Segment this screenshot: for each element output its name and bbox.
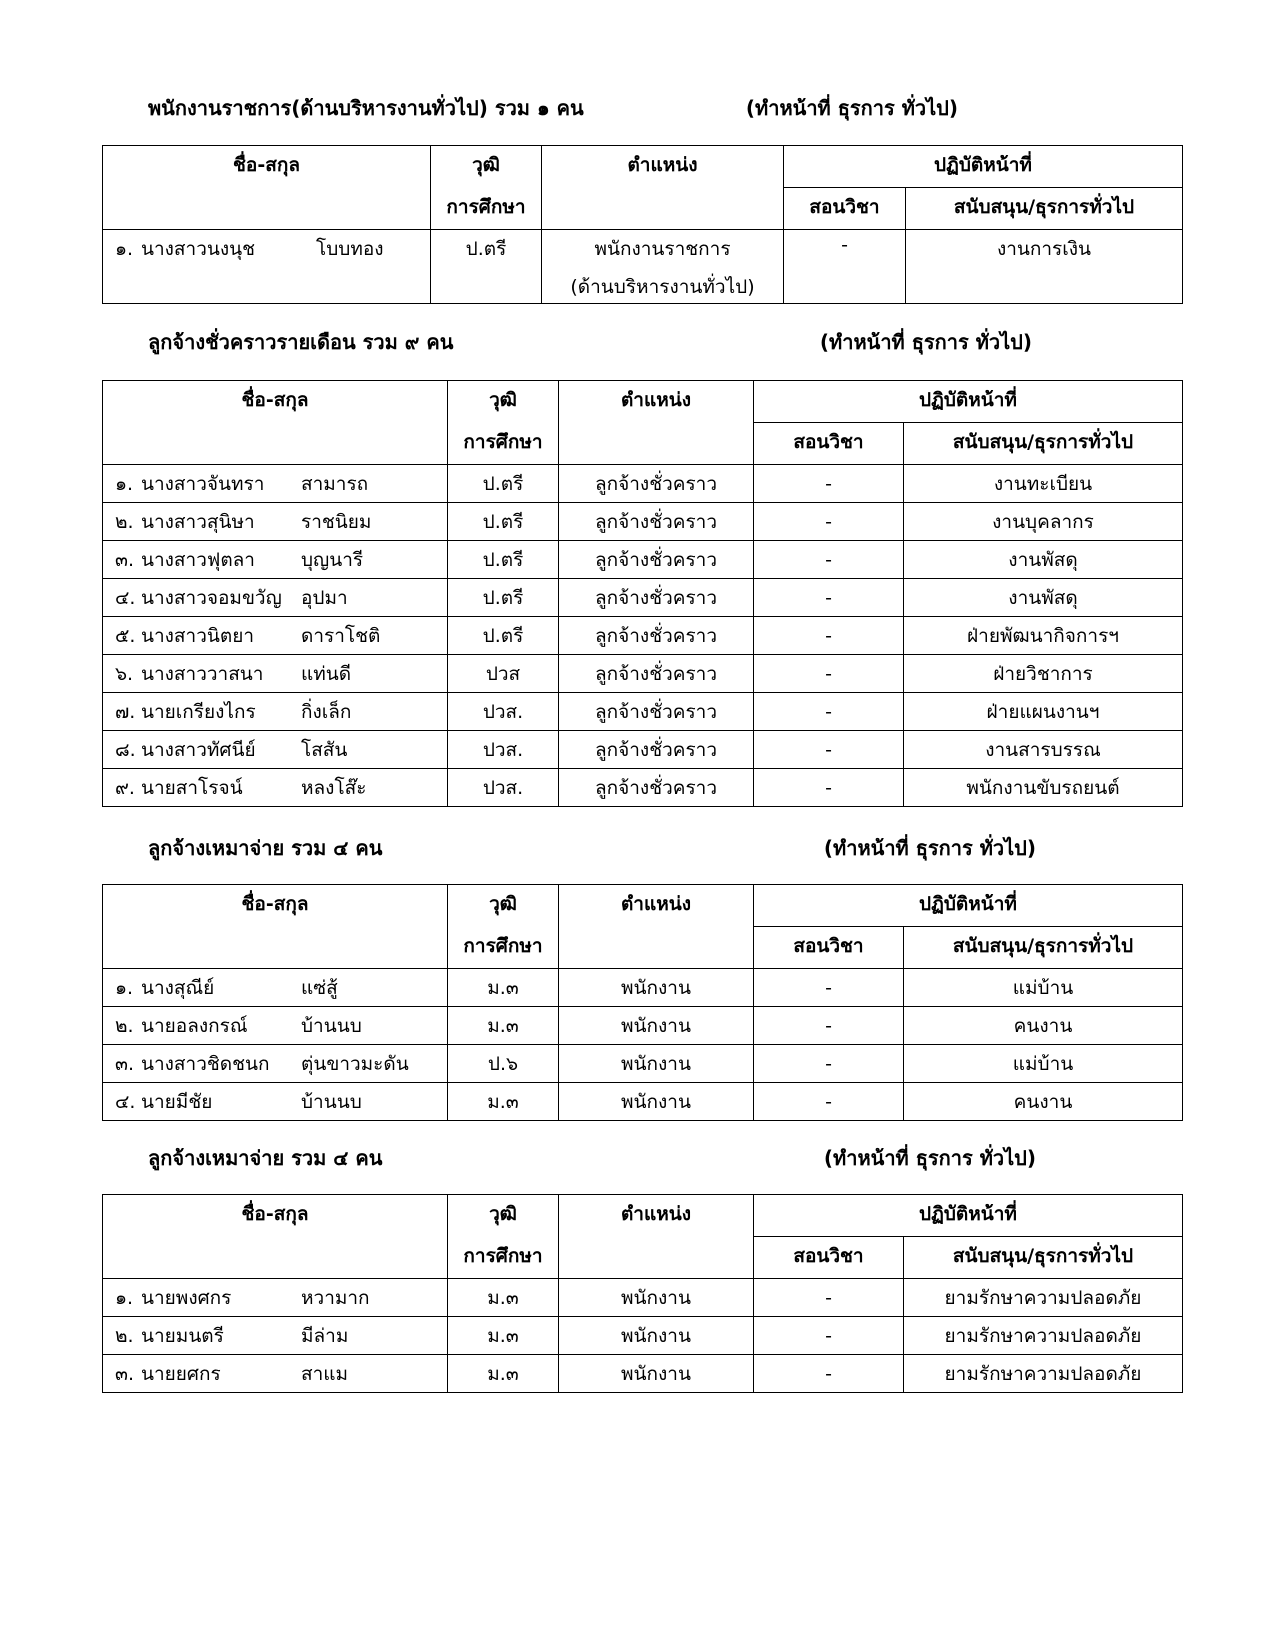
table-row bbox=[103, 655, 1183, 693]
staff-teaching: - bbox=[754, 1279, 904, 1317]
table-row bbox=[103, 465, 1183, 503]
staff-teaching: - bbox=[754, 693, 904, 731]
staff-name: ๗. นายเกรียงไกร กิ่งเล็ก bbox=[103, 693, 448, 731]
staff-teaching: - bbox=[754, 1317, 904, 1355]
section-title: ลูกจ้างชั่วคราวรายเดือน รวม ๙ คน bbox=[148, 330, 454, 354]
staff-education: ป.ตรี bbox=[448, 579, 559, 617]
header-support: สนับสนุน/ธุรการทั่วไป bbox=[904, 1237, 1183, 1279]
table-row bbox=[103, 1355, 1183, 1393]
staff-name: ๑. นางสาวจันทรา สามารถ bbox=[103, 465, 448, 503]
staff-support: แม่บ้าน bbox=[904, 1045, 1183, 1083]
staff-position: ลูกจ้างชั่วคราว bbox=[559, 769, 754, 807]
header-position-blank bbox=[559, 927, 754, 969]
header-teaching: สอนวิชา bbox=[754, 1237, 904, 1279]
header-teaching: สอนวิชา bbox=[784, 188, 906, 230]
staff-name: ๒. นางสาวสุนิษา ราชนิยม bbox=[103, 503, 448, 541]
header-duty: ปฏิบัติหน้าที่ bbox=[754, 381, 1183, 423]
staff-table bbox=[102, 145, 1183, 304]
table-row bbox=[103, 731, 1183, 769]
staff-name: ๑. นางสุณีย์ แซ่สู้ bbox=[103, 969, 448, 1007]
header-education: วุฒิ bbox=[448, 381, 559, 423]
staff-name: ๓. นายยศกร สาแม bbox=[103, 1355, 448, 1393]
section-title: พนักงานราชการ(ด้านบริหารงานทั่วไป) รวม ๑ คน bbox=[148, 96, 584, 120]
staff-name: ๔. นายมีชัย บ้านนบ bbox=[103, 1083, 448, 1121]
header-name-blank bbox=[103, 188, 431, 230]
header-support: สนับสนุน/ธุรการทั่วไป bbox=[906, 188, 1183, 230]
table-row bbox=[103, 1279, 1183, 1317]
table-row bbox=[103, 1045, 1183, 1083]
staff-education: ม.๓ bbox=[448, 1007, 559, 1045]
section-duty: (ทำหน้าที่ ธุรการ ทั่วไป) bbox=[823, 836, 1036, 860]
staff-table bbox=[102, 380, 1183, 807]
staff-teaching: - bbox=[754, 1355, 904, 1393]
staff-education: ม.๓ bbox=[448, 1317, 559, 1355]
staff-name: ๖. นางสาววาสนา แท่นดี bbox=[103, 655, 448, 693]
staff-support: ฝ่ายแผนงานฯ bbox=[904, 693, 1183, 731]
header-education: วุฒิ bbox=[431, 146, 542, 188]
header-name: ชื่อ-สกุล bbox=[103, 885, 448, 927]
table-row bbox=[103, 579, 1183, 617]
staff-education: ปวส. bbox=[448, 731, 559, 769]
section-duty: (ทำหน้าที่ ธุรการ ทั่วไป) bbox=[823, 1146, 1036, 1170]
staff-support: คนงาน bbox=[904, 1007, 1183, 1045]
staff-education: ป.ตรี bbox=[431, 230, 542, 304]
staff-support: งานทะเบียน bbox=[904, 465, 1183, 503]
table-row bbox=[103, 1007, 1183, 1045]
header-name: ชื่อ-สกุล bbox=[103, 146, 431, 188]
header-teaching: สอนวิชา bbox=[754, 423, 904, 465]
staff-teaching: - bbox=[754, 1045, 904, 1083]
staff-education: ม.๓ bbox=[448, 1355, 559, 1393]
staff-name: ๑. นายพงศกร หวามาก bbox=[103, 1279, 448, 1317]
staff-name: ๓. นางสาวฟุตลา บุญนารี bbox=[103, 541, 448, 579]
section-heading bbox=[148, 324, 1108, 360]
staff-name: ๙. นายสาโรจน์ หลงโส๊ะ bbox=[103, 769, 448, 807]
table-row bbox=[103, 1083, 1183, 1121]
staff-education: ปวส. bbox=[448, 769, 559, 807]
section-heading bbox=[148, 1140, 1108, 1176]
header-name-blank bbox=[103, 423, 448, 465]
staff-position: ลูกจ้างชั่วคราว bbox=[559, 579, 754, 617]
staff-support: ฝ่ายพัฒนากิจการฯ bbox=[904, 617, 1183, 655]
staff-support: แม่บ้าน bbox=[904, 969, 1183, 1007]
staff-education: ป.ตรี bbox=[448, 503, 559, 541]
table-row bbox=[103, 769, 1183, 807]
section-title: ลูกจ้างเหมาจ่าย รวม ๔ คน bbox=[148, 1146, 383, 1170]
staff-position: พนักงาน bbox=[559, 1007, 754, 1045]
header-name: ชื่อ-สกุล bbox=[103, 381, 448, 423]
staff-support: พนักงานขับรถยนต์ bbox=[904, 769, 1183, 807]
staff-teaching: - bbox=[754, 655, 904, 693]
section-heading bbox=[148, 90, 1108, 126]
header-position: ตำแหน่ง bbox=[542, 146, 784, 188]
section-duty: (ทำหน้าที่ ธุรการ ทั่วไป) bbox=[819, 330, 1032, 354]
staff-name: ๘. นางสาวทัศนีย์ โสสัน bbox=[103, 731, 448, 769]
staff-education: ม.๓ bbox=[448, 969, 559, 1007]
staff-education: ป.ตรี bbox=[448, 617, 559, 655]
header-duty: ปฏิบัติหน้าที่ bbox=[754, 885, 1183, 927]
section-duty: (ทำหน้าที่ ธุรการ ทั่วไป) bbox=[745, 96, 958, 120]
staff-education: ป.ตรี bbox=[448, 541, 559, 579]
staff-position: ลูกจ้างชั่วคราว bbox=[559, 541, 754, 579]
staff-support: ยามรักษาความปลอดภัย bbox=[904, 1317, 1183, 1355]
staff-name: ๓. นางสาวชิดชนก ตุ่นขาวมะดัน bbox=[103, 1045, 448, 1083]
header-education-line2: การศึกษา bbox=[448, 1237, 559, 1279]
staff-teaching: - bbox=[784, 230, 906, 304]
staff-support: ยามรักษาความปลอดภัย bbox=[904, 1279, 1183, 1317]
header-education-line2: การศึกษา bbox=[448, 423, 559, 465]
header-education-line2: การศึกษา bbox=[431, 188, 542, 230]
staff-position: ลูกจ้างชั่วคราว bbox=[559, 465, 754, 503]
staff-teaching: - bbox=[754, 769, 904, 807]
header-position-blank bbox=[559, 1237, 754, 1279]
staff-position: ลูกจ้างชั่วคราว bbox=[559, 617, 754, 655]
header-duty: ปฏิบัติหน้าที่ bbox=[784, 146, 1183, 188]
staff-name: ๔. นางสาวจอมขวัญ อุปมา bbox=[103, 579, 448, 617]
staff-position: พนักงาน bbox=[559, 1279, 754, 1317]
table-row bbox=[103, 1317, 1183, 1355]
header-position: ตำแหน่ง bbox=[559, 885, 754, 927]
staff-table bbox=[102, 1194, 1183, 1393]
staff-support: งานการเงิน bbox=[906, 230, 1183, 304]
staff-position-line1: พนักงานราชการ bbox=[594, 238, 731, 260]
staff-name: ๒. นายมนตรี มีล่าม bbox=[103, 1317, 448, 1355]
table-row bbox=[103, 503, 1183, 541]
table-row bbox=[103, 617, 1183, 655]
staff-teaching: - bbox=[754, 731, 904, 769]
staff-position: ลูกจ้างชั่วคราว bbox=[559, 655, 754, 693]
table-row bbox=[103, 230, 1183, 304]
staff-education: ม.๓ bbox=[448, 1083, 559, 1121]
staff-position: ลูกจ้างชั่วคราว bbox=[559, 693, 754, 731]
staff-teaching: - bbox=[754, 969, 904, 1007]
staff-name: ๒. นายอลงกรณ์ บ้านนบ bbox=[103, 1007, 448, 1045]
table-row bbox=[103, 969, 1183, 1007]
staff-education: ปวส bbox=[448, 655, 559, 693]
staff-position: พนักงาน bbox=[559, 1083, 754, 1121]
header-position-blank bbox=[559, 423, 754, 465]
header-position: ตำแหน่ง bbox=[559, 381, 754, 423]
staff-teaching: - bbox=[754, 503, 904, 541]
staff-position: พนักงาน bbox=[559, 1317, 754, 1355]
header-position: ตำแหน่ง bbox=[559, 1195, 754, 1237]
staff-name: ๑. นางสาวนงนุช โบบทอง bbox=[103, 230, 431, 304]
staff-teaching: - bbox=[754, 1083, 904, 1121]
header-teaching: สอนวิชา bbox=[754, 927, 904, 969]
section-title: ลูกจ้างเหมาจ่าย รวม ๔ คน bbox=[148, 836, 383, 860]
staff-support: งานพัสดุ bbox=[904, 541, 1183, 579]
header-education: วุฒิ bbox=[448, 885, 559, 927]
staff-table bbox=[102, 884, 1183, 1121]
header-name: ชื่อ-สกุล bbox=[103, 1195, 448, 1237]
staff-position-line2: (ด้านบริหารงานทั่วไป) bbox=[570, 276, 755, 298]
section-heading bbox=[148, 830, 1108, 866]
staff-support: ยามรักษาความปลอดภัย bbox=[904, 1355, 1183, 1393]
header-support: สนับสนุน/ธุรการทั่วไป bbox=[904, 423, 1183, 465]
header-position-blank bbox=[542, 188, 784, 230]
header-name-blank bbox=[103, 1237, 448, 1279]
staff-teaching: - bbox=[754, 541, 904, 579]
staff-teaching: - bbox=[754, 465, 904, 503]
staff-support: คนงาน bbox=[904, 1083, 1183, 1121]
staff-position: ลูกจ้างชั่วคราว bbox=[559, 503, 754, 541]
header-name-blank bbox=[103, 927, 448, 969]
staff-teaching: - bbox=[754, 1007, 904, 1045]
staff-support: งานสารบรรณ bbox=[904, 731, 1183, 769]
staff-education: ปวส. bbox=[448, 693, 559, 731]
table-row bbox=[103, 541, 1183, 579]
staff-support: ฝ่ายวิชาการ bbox=[904, 655, 1183, 693]
staff-position: พนักงาน bbox=[559, 969, 754, 1007]
staff-support: งานพัสดุ bbox=[904, 579, 1183, 617]
staff-position bbox=[542, 230, 784, 304]
staff-education: ม.๓ bbox=[448, 1279, 559, 1317]
staff-position: ลูกจ้างชั่วคราว bbox=[559, 731, 754, 769]
staff-education: ป.๖ bbox=[448, 1045, 559, 1083]
header-duty: ปฏิบัติหน้าที่ bbox=[754, 1195, 1183, 1237]
staff-teaching: - bbox=[754, 617, 904, 655]
header-education-line2: การศึกษา bbox=[448, 927, 559, 969]
table-row bbox=[103, 693, 1183, 731]
staff-name: ๕. นางสาวนิตยา ดาราโชติ bbox=[103, 617, 448, 655]
staff-position: พนักงาน bbox=[559, 1355, 754, 1393]
header-education: วุฒิ bbox=[448, 1195, 559, 1237]
staff-support: งานบุคลากร bbox=[904, 503, 1183, 541]
staff-education: ป.ตรี bbox=[448, 465, 559, 503]
staff-teaching: - bbox=[754, 579, 904, 617]
header-support: สนับสนุน/ธุรการทั่วไป bbox=[904, 927, 1183, 969]
staff-position: พนักงาน bbox=[559, 1045, 754, 1083]
